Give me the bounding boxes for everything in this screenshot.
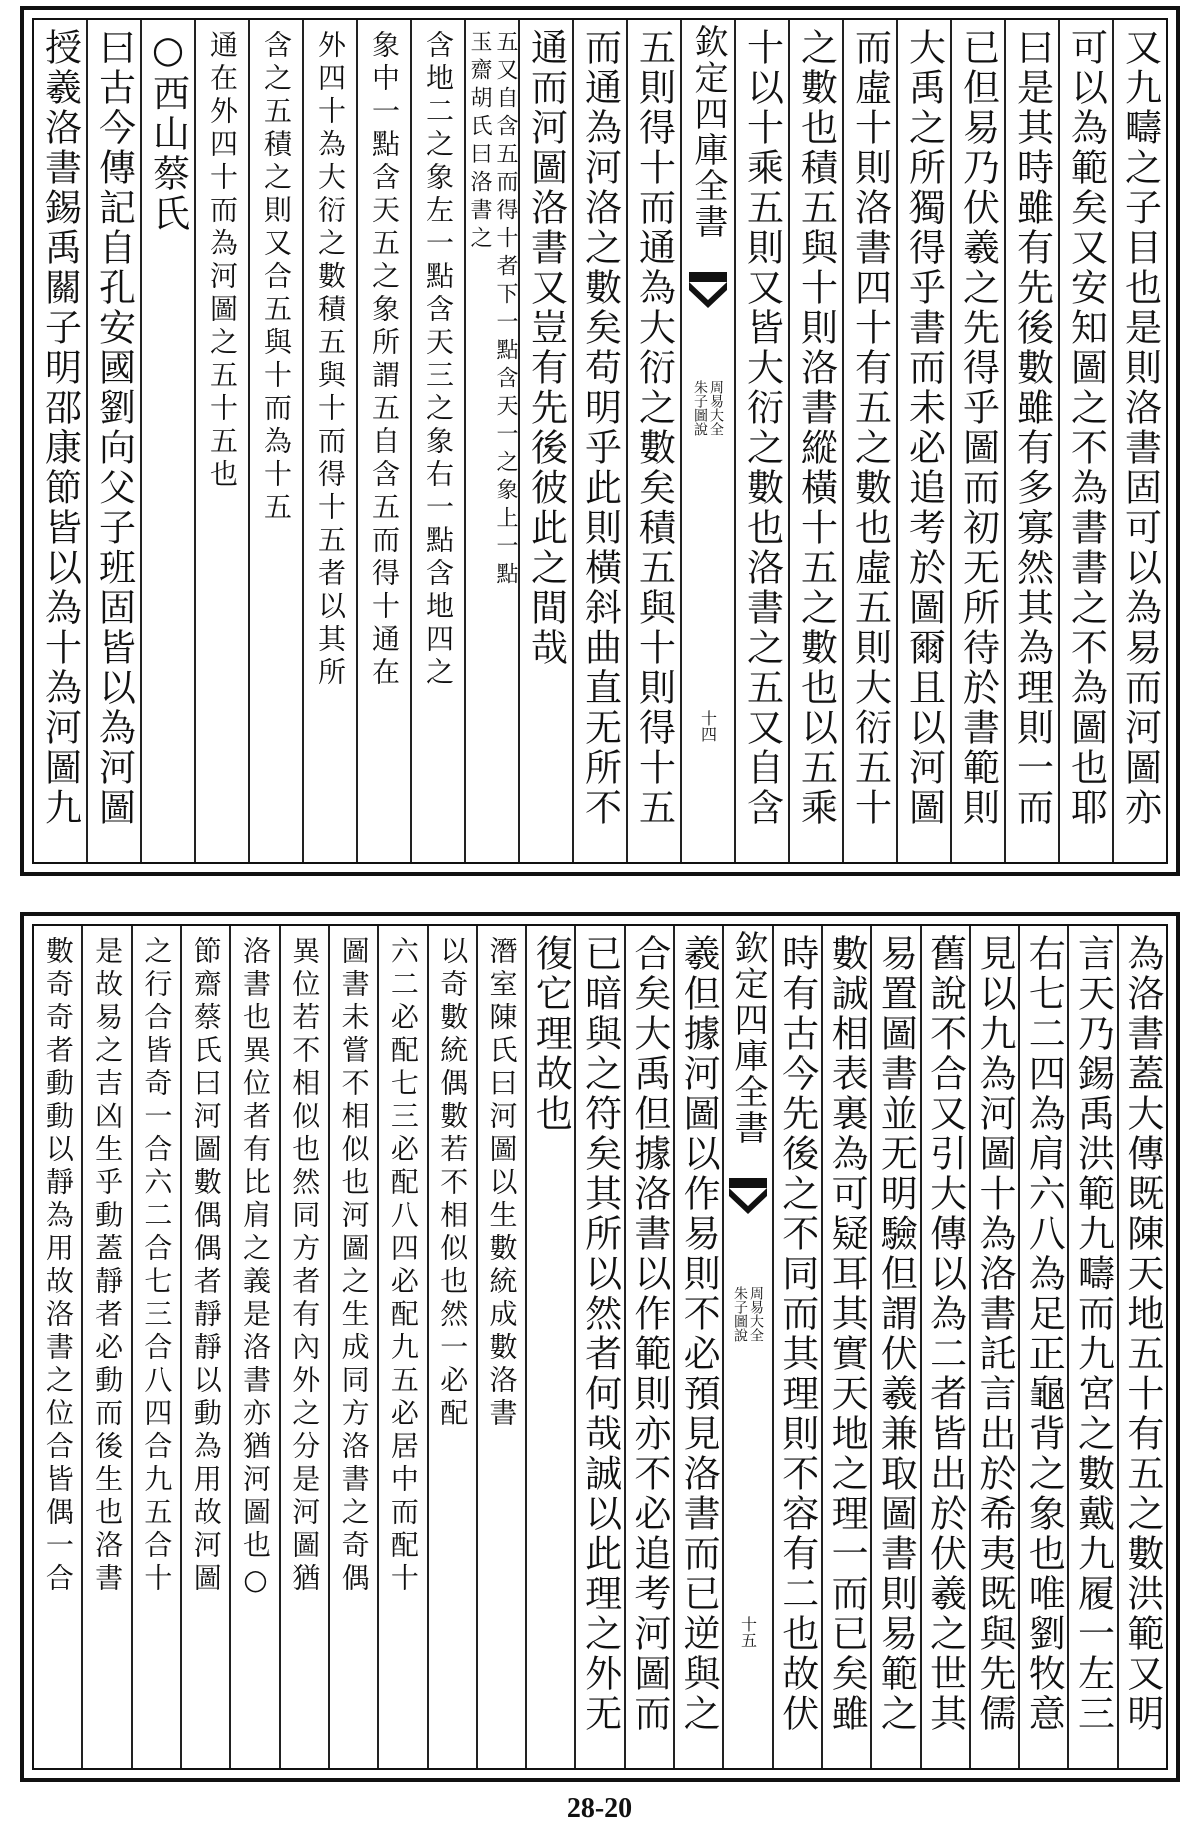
text-column <box>673 926 722 1768</box>
annotation-line: 含之五積之則又合五與十而為十五 <box>260 30 293 525</box>
top-columns <box>34 20 1166 862</box>
text-column <box>920 926 969 1768</box>
annotation-line: 潛室陳氏曰河圖以生數統成數洛書 <box>485 936 519 1431</box>
text-column <box>86 20 140 862</box>
text-column <box>248 20 302 862</box>
text-column <box>356 20 410 862</box>
text-column <box>476 926 525 1768</box>
main-text-line: 已但易乃伏羲之先得乎圖而初无所待於書範則 <box>956 28 1000 828</box>
page-number: 28-20 <box>566 1793 633 1824</box>
main-text-line: 又九疇之子目也是則洛書固可以為易而河圖亦 <box>1118 28 1162 828</box>
main-text-line: 已暗與之符矣其所以然者何哉誠以此理之外无 <box>578 934 622 1734</box>
text-column <box>574 926 623 1768</box>
annotation-line: 圖書未嘗不相似也河圖之生成同方洛書之奇偶 <box>337 936 371 1596</box>
main-text-line: 而通為河洛之數矣苟明乎此則橫斜曲直无所不 <box>578 28 622 828</box>
text-column <box>279 926 328 1768</box>
text-column <box>1067 926 1116 1768</box>
text-column <box>969 926 1018 1768</box>
text-column <box>81 926 130 1768</box>
annotation-line: 象中一點含天五之象所謂五自含五而得十通在 <box>368 30 401 690</box>
center-header-column <box>680 20 734 862</box>
main-text-line: 時有古今先後之不同而其理則不容有二也故伏 <box>775 934 819 1734</box>
main-text-line: 曰古今傳記自孔安國劉向父子班固皆以為河圖 <box>92 28 136 828</box>
main-text-line: 數誠相表裏為可疑耳其實天地之理一而已矣雖 <box>825 934 869 1734</box>
annotation-line: 五又自含五而得十者下一點含天一之象上一點 <box>493 30 518 590</box>
main-text-line: 右七二四為肩六八為足正龜背之象也唯劉牧意 <box>1022 934 1066 1734</box>
main-text-line: 而虛十則洛書四十有五之數也虛五則大衍五十 <box>848 28 892 828</box>
annotation-line: 之行合皆奇一合六二合七三合八四合九五合十 <box>140 936 174 1596</box>
section-subtitle <box>693 380 723 436</box>
main-text-line: 合矣大禹但據洛書以作範則亦不必追考河圖而 <box>627 934 671 1734</box>
text-column <box>34 926 81 1768</box>
text-column <box>842 20 896 862</box>
main-text-line: 舊說不合又引大傳以為二者皆出於伏羲之世其 <box>923 934 967 1734</box>
text-column <box>950 20 1004 862</box>
text-column <box>1058 20 1112 862</box>
text-column <box>525 926 574 1768</box>
book-title: 欽定四庫全書 <box>688 24 728 240</box>
main-text-line: 通而河圖洛書又豈有先後彼此之間哉 <box>524 28 568 668</box>
text-column <box>624 926 673 1768</box>
main-text-line: 復它理故也 <box>529 934 573 1134</box>
annotation-line: 玉齋胡氏曰洛書之 <box>467 30 492 254</box>
text-column <box>734 20 788 862</box>
main-text-line: 可以為範矣又安知圖之不為書書之不為圖也耶 <box>1064 28 1108 828</box>
section-subtitle <box>733 1286 763 1342</box>
subtitle-line: 朱子圖說 <box>692 380 708 436</box>
annotation-line: 數奇奇者動動以靜為用故洛書之位合皆偶一合 <box>41 936 75 1596</box>
top-page-frame <box>32 18 1168 864</box>
main-text-line: 言天乃錫禹洪範九疇而九宮之數戴九履一左三 <box>1071 934 1115 1734</box>
main-text-line: 曰是其時雖有先後數雖有多寡然其為理則一而 <box>1010 28 1054 828</box>
text-column <box>140 20 194 862</box>
text-column <box>410 20 464 862</box>
text-column <box>1004 20 1058 862</box>
text-column <box>229 926 278 1768</box>
main-text-line: 易置圖書並无明驗但謂伏羲兼取圖書則易範之 <box>874 934 918 1734</box>
annotation-line: 六二必配七三必配八四必配九五必居中而配十 <box>386 936 420 1596</box>
bottom-columns <box>34 926 1166 1768</box>
text-column <box>180 926 229 1768</box>
main-text-line: 見以九為河圖十為洛書託言出於希夷既與先儒 <box>972 934 1016 1734</box>
text-column <box>896 20 950 862</box>
main-text-line: 十以十乘五則又皆大衍之數也洛書之五又自含 <box>740 28 784 828</box>
main-text-line: 羲但據河圖以作易則不必預見洛書而已逆與之 <box>677 934 721 1734</box>
text-column <box>821 926 870 1768</box>
leaf-number: 十四 <box>698 710 718 742</box>
main-text-line: 五則得十而通為大衍之數矣積五與十則得十五 <box>632 28 676 828</box>
top-page <box>20 6 1180 876</box>
text-column <box>194 20 248 862</box>
text-column <box>328 926 377 1768</box>
subtitle-line: 朱子圖說 <box>731 1286 748 1342</box>
text-column <box>427 926 476 1768</box>
text-column <box>870 926 919 1768</box>
annotation-line: 以奇數統偶數若不相似也然一必配 <box>436 936 470 1431</box>
text-column <box>1018 926 1067 1768</box>
text-column <box>34 20 86 862</box>
annotation-line: 含地二之象左一點含天三之象右一點含地四之 <box>422 30 455 690</box>
text-column <box>1112 20 1166 862</box>
text-column <box>772 926 821 1768</box>
text-column <box>464 20 518 862</box>
annotation-line: 外四十為大衍之數積五與十而得十五者以其所 <box>314 30 347 690</box>
text-column <box>1117 926 1166 1768</box>
annotation-line: 是故易之吉凶生乎動蓋靜者必動而後生也洛書 <box>91 936 125 1596</box>
text-column <box>572 20 626 862</box>
annotation-line: 洛書也異位者有比肩之義是洛書亦猶河圖也○ <box>239 936 272 1601</box>
main-text-line: 授羲洛書錫禹關子明邵康節皆以為十為河圖九 <box>38 28 82 828</box>
text-column <box>788 20 842 862</box>
main-text-line: 大禹之所獨得乎書而未必追考於圖爾且以河圖 <box>902 28 946 828</box>
fish-tail-mark-icon <box>687 270 729 310</box>
main-text-line: ○西山蔡氏 <box>146 28 190 234</box>
text-column <box>626 20 680 862</box>
annotation-line: 節齋蔡氏曰河圖數偶偶者靜靜以動為用故河圖 <box>189 936 223 1596</box>
center-header-column <box>722 926 771 1768</box>
main-text-line: 為洛書蓋大傳既陳天地五十有五之數洪範又明 <box>1120 934 1164 1734</box>
subtitle-line: 周易大全 <box>708 380 724 436</box>
text-column <box>302 20 356 862</box>
text-column <box>377 926 426 1768</box>
leaf-number: 十五 <box>738 1616 758 1648</box>
text-column <box>131 926 180 1768</box>
main-text-line: 之數也積五與十則洛書縱橫十五之數也以五乘 <box>794 28 838 828</box>
text-column <box>518 20 572 862</box>
bottom-page <box>20 912 1180 1782</box>
subtitle-line: 周易大全 <box>747 1286 764 1342</box>
fish-tail-mark-icon <box>727 1176 769 1216</box>
annotation-line: 通在外四十而為河圖之五十五也 <box>206 30 239 492</box>
book-title: 欽定四庫全書 <box>727 930 768 1146</box>
annotation-line: 異位若不相似也然同方者有內外之分是河圖猶 <box>288 936 322 1596</box>
bottom-page-frame <box>32 924 1168 1770</box>
